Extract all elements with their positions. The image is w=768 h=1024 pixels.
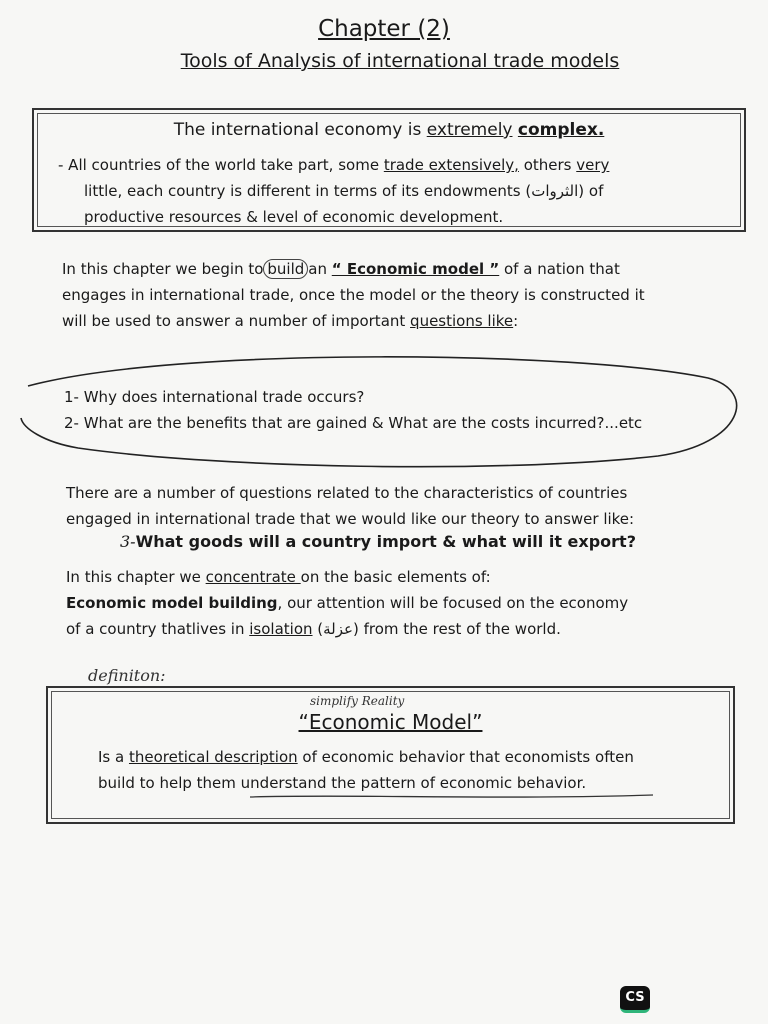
chapter-subtitle: Tools of Analysis of international trade models	[180, 50, 620, 72]
definition-body: Is a theoretical description of economic behavior that economists often build to help them understand the pattern of economic behavior.	[98, 748, 634, 792]
camscanner-badge: CS	[620, 986, 650, 1013]
intro-box-title: The international economy is extremely complex.	[173, 120, 605, 140]
question-3: 3-What goods will a country import & what will it export?	[120, 532, 636, 551]
definition-handwritten-note: definiton:	[88, 666, 166, 685]
circled-word: build	[263, 259, 308, 279]
hand-underline	[248, 792, 658, 802]
chapter-title: Chapter (2)	[318, 16, 450, 42]
paragraph-questions: There are a number of questions related to the characteristics of countries engaged in international trade that we would like our theory to answer like:	[66, 484, 635, 528]
question-1: 1- Why does international trade occurs?	[64, 388, 365, 406]
simplify-reality-note: simplify Reality	[310, 694, 405, 708]
paragraph-isolation: In this chapter we concentrate on the basic elements of: Economic model building, our attention will be focused on the economy of a country thatlives in isolation (عزلة) from the rest of the world.	[66, 568, 629, 638]
definition-title: “Economic Model”	[298, 710, 483, 734]
question-2: 2- What are the benefits that are gained & What are the costs incurred?...etc	[64, 414, 643, 432]
intro-box	[32, 108, 746, 232]
paragraph-economic-model: In this chapter we begin to build an “ Economic model ” of a nation that engages in international trade, once the model or the theory is constructed it will be used to answer a number of important questions like:	[62, 260, 645, 330]
intro-box-body: - All countries of the world take part, some trade extensively, others very little, each country is different in terms of its endowments (الثروات) of productive resources & level of economic development.	[58, 156, 610, 226]
definition-box	[46, 686, 735, 824]
